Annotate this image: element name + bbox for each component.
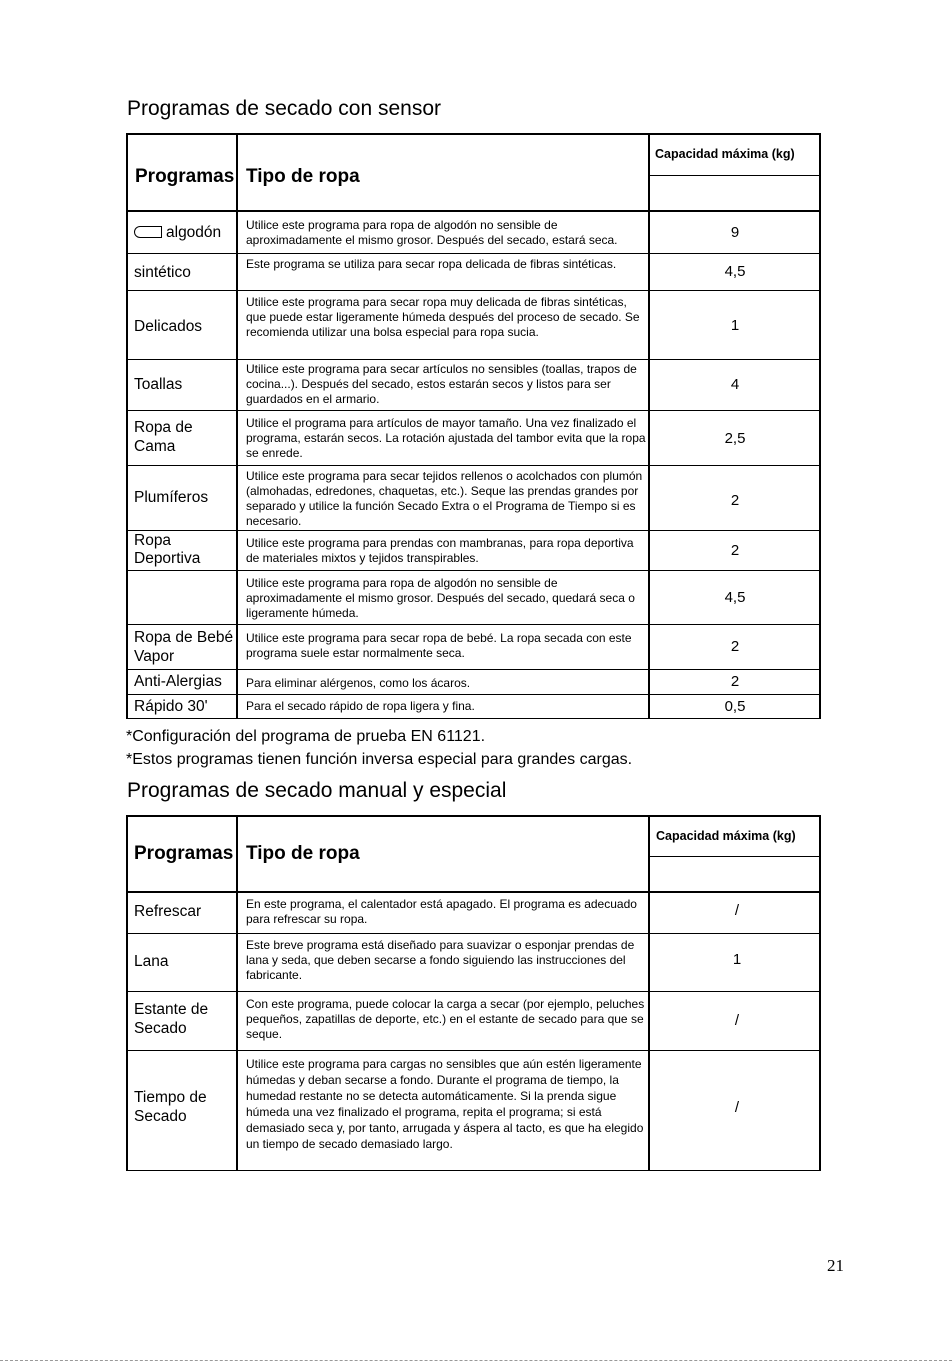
description: Utilice este programa para secar ropa de bebé. La ropa secada con este programa suele estar normalmente seca. bbox=[246, 631, 632, 660]
program-name: Delicados bbox=[134, 318, 203, 335]
program-name: Ropa Deportiva bbox=[134, 532, 201, 567]
capacity: 0,5 bbox=[724, 698, 746, 715]
capacity: 2,5 bbox=[724, 430, 746, 447]
page-number: 21 bbox=[827, 1256, 844, 1275]
description: Este programa se utiliza para secar ropa delicada de fibras sintéticas. bbox=[246, 257, 617, 271]
header-capacity: Capacidad máxima (kg) bbox=[655, 147, 795, 161]
page-bottom-border bbox=[0, 1360, 952, 1361]
footnote: *Configuración del programa de prueba EN 61121. bbox=[126, 728, 486, 745]
capacity: 2 bbox=[730, 638, 740, 655]
description: Utilice este programa para prendas con mambranas, para ropa deportiva de materiales mixtos y tejidos transpirables. bbox=[246, 536, 634, 565]
header-type: Tipo de ropa bbox=[246, 166, 360, 187]
capacity: 4 bbox=[730, 376, 740, 393]
description: Utilice este programa para secar artículos no sensibles (toallas, trapos de cocina...). Después del secado, estos estarán secos y listos para ser guardados en el armario. bbox=[246, 362, 637, 406]
manual-section-title: Programas de secado manual y especial bbox=[127, 779, 507, 802]
description: Utilice este programa para secar tejidos rellenos o acolchados con plumón (almohadas, edredones, chaquetas, etc.). Seque las prendas grandes por separado y utilice la función Secado Extra o el Programa de Tiempo si es necesario. bbox=[246, 469, 643, 528]
capacity: 2 bbox=[730, 492, 740, 509]
description: Utilice este programa para secar ropa muy delicada de fibras sintéticas, que puede estar ligeramente húmeda después del proceso de secado. Se recomienda utilizar una bolsa especial para ropa sucia. bbox=[246, 295, 640, 339]
program-name: sintético bbox=[134, 264, 191, 281]
program-name: Refrescar bbox=[134, 903, 202, 920]
capacity: 1 bbox=[730, 317, 740, 334]
program-name: Toallas bbox=[134, 376, 183, 393]
capacity: / bbox=[734, 902, 740, 919]
description: Utilice este programa para ropa de algodón no sensible de aproximadamente el mismo grosor. Después del secado, estará seca. bbox=[246, 218, 618, 247]
header-type: Tipo de ropa bbox=[246, 843, 360, 864]
description: Utilice este programa para ropa de algodón no sensible de aproximadamente el mismo grosor. Después del secado, quedará seca o ligeramente húmeda. bbox=[246, 576, 635, 620]
capacity: 4,5 bbox=[724, 589, 746, 606]
capacity: 2 bbox=[730, 542, 740, 559]
program-name: Rápido 30' bbox=[134, 698, 208, 715]
cotton-icon bbox=[134, 226, 162, 238]
description: Para el secado rápido de ropa ligera y fina. bbox=[246, 699, 475, 713]
header-programs: Programas bbox=[135, 166, 235, 187]
capacity: / bbox=[734, 1012, 740, 1029]
program-name: Anti-Alergias bbox=[134, 673, 222, 690]
description: Utilice el programa para artículos de mayor tamaño. Una vez finalizado el programa, estarán secos. La rotación ajustada del tambor evita que la ropa se enrede. bbox=[246, 416, 646, 460]
capacity: 9 bbox=[730, 224, 740, 241]
description: En este programa, el calentador está apagado. El programa es adecuado para refrescar su ropa. bbox=[246, 897, 637, 926]
program-name: Lana bbox=[134, 953, 169, 970]
description: Para eliminar alérgenos, como los ácaros. bbox=[246, 676, 471, 690]
capacity: / bbox=[734, 1099, 740, 1116]
program-cotton: algodón bbox=[134, 223, 234, 242]
capacity: 4,5 bbox=[724, 263, 746, 280]
header-capacity: Capacidad máxima (kg) bbox=[656, 829, 796, 843]
program-name: Tiempo de Secado bbox=[134, 1089, 207, 1125]
capacity: 2 bbox=[730, 673, 740, 690]
sensor-section-title: Programas de secado con sensor bbox=[127, 97, 442, 120]
description: Con este programa, puede colocar la carga a secar (por ejemplo, peluches pequeños, zapatillas de deporte, etc.) en el estante de secado para que se seque. bbox=[246, 997, 645, 1041]
footnote: *Estos programas tienen función inversa especial para grandes cargas. bbox=[126, 751, 633, 768]
program-name: Ropa de Cama bbox=[134, 419, 193, 455]
capacity: 1 bbox=[732, 951, 742, 968]
program-name: Ropa de Bebé Vapor bbox=[134, 629, 234, 665]
program-name: Estante de Secado bbox=[134, 1001, 209, 1037]
program-name: Plumíferos bbox=[134, 489, 209, 506]
header-programs: Programas bbox=[134, 843, 234, 864]
description: Este breve programa está diseñado para suavizar o esponjar prendas de lana y seda, que deben secarse a fondo siguiendo las instrucciones del fabricante. bbox=[246, 938, 635, 982]
description: Utilice este programa para cargas no sensibles que aún estén ligeramente húmedas y deban secarse a fondo. Durante el programa de tiempo, la humedad restante no se detecta automáticamente. Si la prenda sigue húmeda una vez finalizado el programa, repita el programa; si está demasiado seca y, por tanto, arrugada y áspera al tacto, es que ha elegido un tiempo de secado demasiado largo. bbox=[246, 1057, 644, 1151]
